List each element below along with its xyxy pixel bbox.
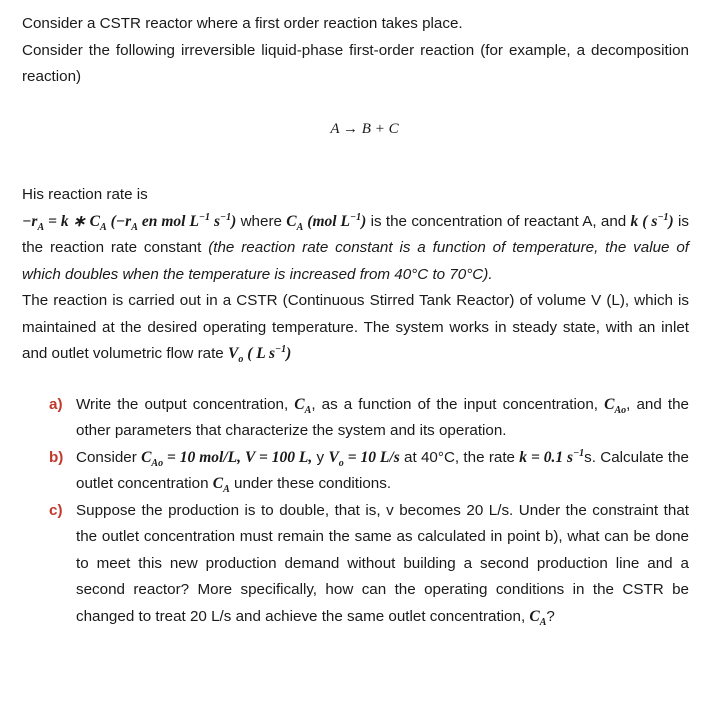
k-units: ( $s^{-1}$) — [638, 211, 674, 230]
question-a-label: a) — [49, 395, 63, 413]
rate-note: (the reaction rate constant is a function of temperature, the value of which doubles when the temperature is increased from 40°C to 70°C). — [22, 239, 689, 283]
question-a: a) Write the output concentration, $C_A$, as a function of the input concentration, $C_{Ao}$, and the other parameters that characterize the system and its operation. — [76, 392, 689, 445]
question-list — [22, 392, 689, 631]
question-c: c) Suppose the production is to double, that is, v becomes 20 L/s. Under the constraint that the outlet concentration must remain the same as calculated in point b), what can be done to meet this new production demand without building a second production line and a second reactor? More specifically, how can the operating conditions in the CSTR be changed to treat 20 L/s and achieve the same outlet concentration, $C_A$? — [76, 498, 689, 631]
rate-lhs: $-r_A = k$ ∗ $C_A$ ($-r_A$ en mol $L^{-1}$ $s^{-1}$) — [22, 211, 237, 233]
flow-rate-symbol: $V_o$ ( L $s^{-1}$) — [227, 343, 292, 366]
description-paragraph: The reaction is carried out in a CSTR (Continuous Stirred Tank Reactor) of volume V (L), which is maintained at the desired operating temperature. The system works in steady state, with an inlet and outlet volumetric flow rate $V_o$ ( L $s^{-1}$) — [22, 292, 689, 366]
rate-heading: His reaction rate is — [22, 186, 148, 203]
question-c-label: c) — [49, 501, 63, 519]
reaction-equation: A → B + C — [330, 120, 399, 137]
intro-line-2: Consider the following irreversible liquid-phase first-order reaction (for example, a decomposition reaction) — [22, 41, 689, 85]
rate-paragraph: $-r_A = k$ ∗ $C_A$ ($-r_A$ en mol $L^{-1}$ $s^{-1}$) where $C_A$ (mol $L^{-1}$) is the concentration of reactant A, and k ( $s^{-1}$) is the reaction rate constant (the reaction rate constant is a function of temperature, the value of which doubles when the temperature is increased from 40°C to 70°C). — [22, 211, 689, 283]
question-b: b) Consider $C_{Ao} = 10$ mol/L, V = 100 L, y $V_o = 10$ L/s at 40°C, the rate k = 0.1 $s^{-1}s$. Calculate the outlet concentration $C_A$ under these conditions. — [76, 445, 689, 498]
intro-line-1: Consider a CSTR reactor where a first order reaction takes place. — [22, 15, 463, 32]
ca-symbol: $C_A$ (mol $L^{-1}$) — [286, 211, 367, 233]
question-b-label: b) — [49, 448, 64, 466]
